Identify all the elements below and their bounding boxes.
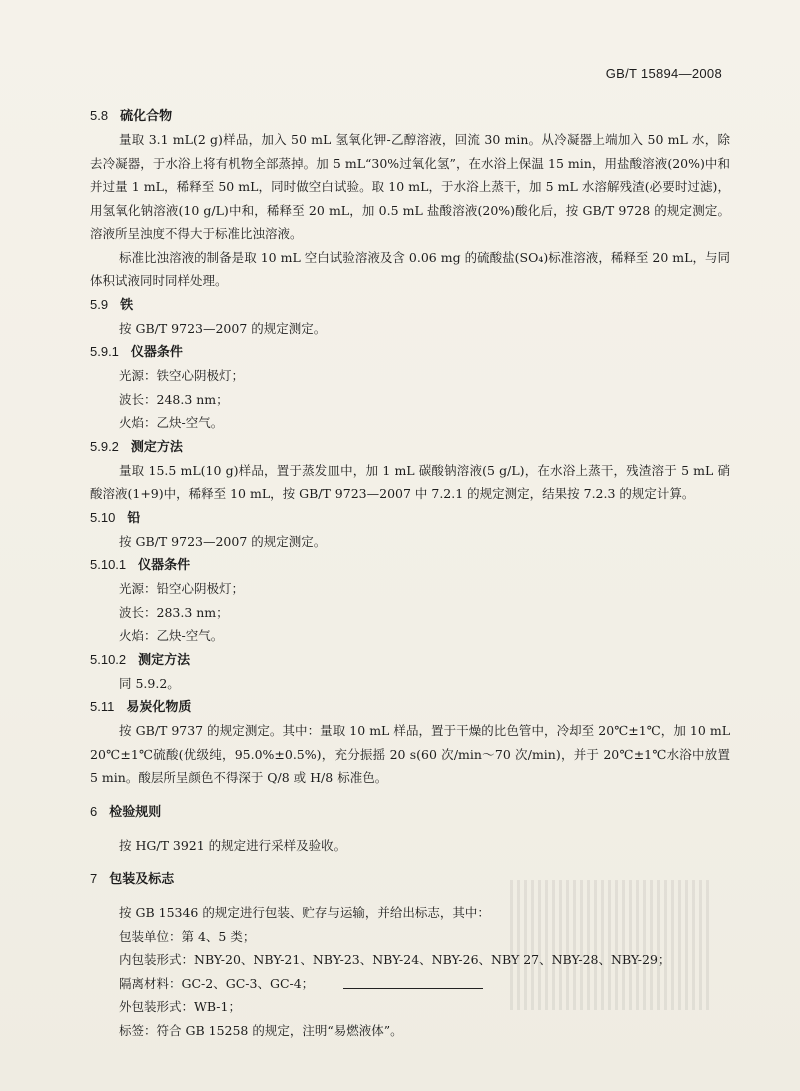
list-line: 内包装形式：NBY-20、NBY-21、NBY-23、NBY-24、NBY-26、NBY 27、NBY-28、NBY-29； [119, 952, 671, 967]
paragraph: 量取 15.5 mL(10 g)样品，置于蒸发皿中，加 1 mL 碳酸钠溶液(5 g/L)，在水浴上蒸干，残渣溶于 5 mL 硝酸溶液(1+9)中，稀释至 10 mL，按 GB/T 9723—2007 中 7.2.1 的规定测定，结果按 7.2.3 的规定计算。 [90, 462, 730, 501]
list-line: 外包装形式：WB-1； [119, 999, 241, 1014]
section-heading-6: 6 检验规则 [90, 803, 162, 820]
paragraph: 按 HG/T 3921 的规定进行采样及验收。 [119, 837, 347, 853]
section-heading-5-10: 5.10 铅 [90, 509, 141, 526]
standard-code-header: GB/T 15894—2008 [605, 66, 722, 81]
section-heading-5-9-2: 5.9.2 测定方法 [90, 438, 183, 455]
list-line: 波长：248.3 nm； [119, 391, 229, 407]
spacer [90, 857, 730, 867]
spacer [90, 824, 730, 834]
list-line: 波长：283.3 nm； [119, 604, 229, 620]
list-line: 火焰：乙炔-空气。 [119, 628, 224, 643]
list-line: 光源：铅空心阴极灯； [119, 581, 245, 596]
section-heading-5-10-2: 5.10.2 测定方法 [90, 651, 191, 668]
section-heading-7: 7 包装及标志 [90, 871, 175, 887]
spacer [90, 891, 730, 901]
paragraph: 按 GB/T 9737 的规定测定。其中：量取 10 mL 样品，置于干燥的比色管中，冷却至 20℃±1℃，加 10 mL 20℃±1℃硫酸(优级纯，95.0%±0.5%)，充分振摇 20 s(60 次/min～70 次/min)，并于 20℃±1℃水浴中放置 5 min。酸层所呈颜色不得深于 Q/8 或 H/8 标准色。 [90, 723, 730, 785]
paragraph: 同 5.9.2。 [119, 675, 180, 691]
section-heading-5-9-1: 5.9.1 仪器条件 [90, 344, 183, 360]
section-heading-5-11: 5.11 易炭化物质 [90, 699, 192, 715]
section-heading-5-9: 5.9 铁 [90, 296, 134, 313]
paragraph: 按 GB/T 9723—2007 的规定测定。 [119, 533, 327, 549]
paragraph: 标准比浊溶液的制备是取 10 mL 空白试验溶液及含 0.06 mg 的硫酸盐(SO₄)标准溶液，稀释至 20 mL，与同体积试液同时同样处理。 [90, 249, 730, 288]
paragraph: 按 GB/T 9723—2007 的规定测定。 [119, 320, 327, 336]
list-line: 火焰：乙炔-空气。 [119, 415, 224, 430]
spacer [90, 790, 730, 800]
list-line: 隔离材料：GC-2、GC-3、GC-4； [119, 975, 315, 991]
end-of-document-rule [343, 988, 483, 989]
list-line: 标签：符合 GB 15258 的规定，注明“易燃液体”。 [119, 1022, 403, 1038]
list-line: 光源：铁空心阴极灯； [119, 368, 245, 383]
paragraph: 按 GB 15346 的规定进行包装、贮存与运输，并给出标志，其中： [119, 905, 490, 920]
list-line: 包装单位：第 4、5 类； [119, 928, 256, 944]
paragraph: 量取 3.1 mL(2 g)样品，加入 50 mL 氢氧化钾-乙醇溶液，回流 30 min。从冷凝器上端加入 50 mL 水，除去冷凝器，于水浴上将有机物全部蒸掉。加 5 mL“30%过氧化氢”，在水浴上保温 15 min，用盐酸溶液(20%)中和并过量 1 mL，稀释至 50 mL，同时做空白试验。取 10 mL，于水浴上蒸干，加 5 mL 水溶解残渣(必要时过滤)，用氢氧化钠溶液(10 g/L)中和，稀释至 20 mL，加 0.5 mL 盐酸溶液(20%)酸化后，按 GB/T 9728 的规定测定。溶液所呈浊度不得大于标准比浊溶液。 [90, 132, 730, 241]
section-heading-5-8: 5.8 硫化合物 [90, 108, 173, 124]
section-heading-5-10-1: 5.10.1 仪器条件 [90, 557, 191, 573]
document-body [90, 104, 730, 1042]
